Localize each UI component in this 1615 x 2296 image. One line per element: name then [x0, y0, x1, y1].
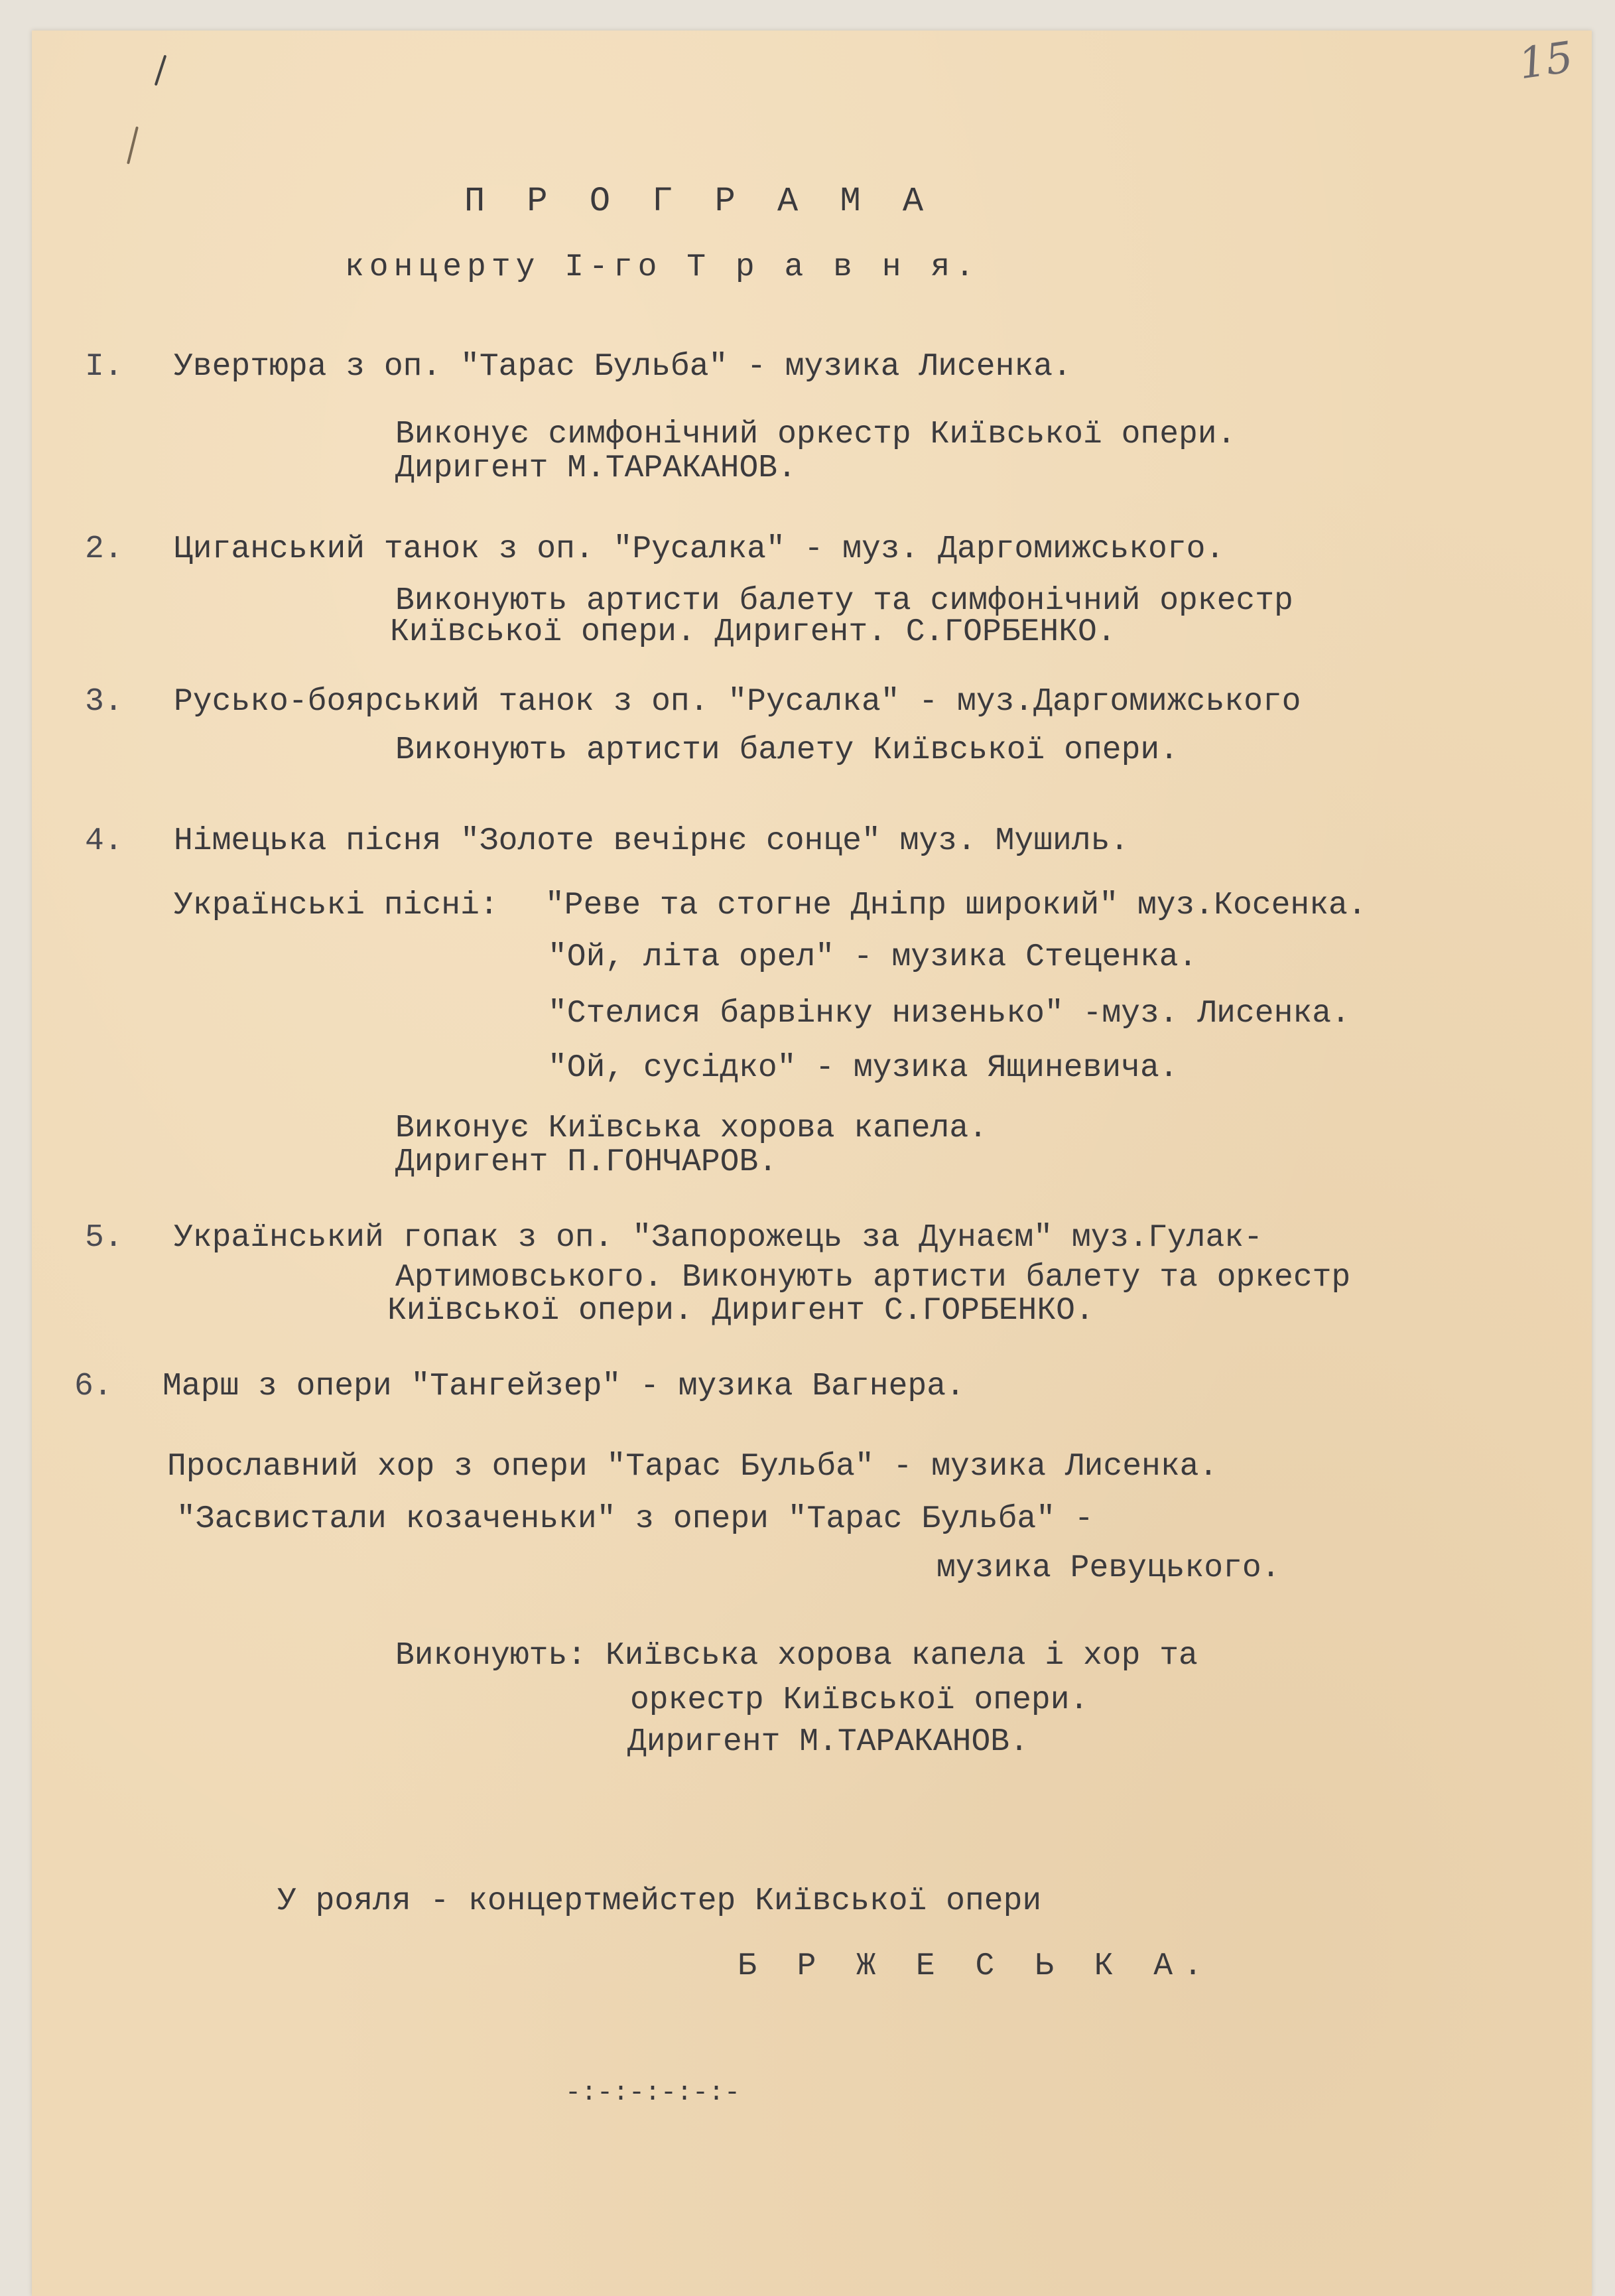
page-subtitle: концерту І-го Т р а в н я. [345, 249, 980, 285]
extra-line: "Засвистали козаченьки" з опери "Тарас Бульба" - [176, 1501, 1094, 1537]
item-title: Увертюра з оп. "Тарас Бульба" - музика Лисенка. [174, 349, 1072, 385]
song-line: "Ой, сусідко" - музика Ящиневича. [548, 1050, 1179, 1086]
item-title: Марш з опери "Тангейзер" - музика Вагнера. [162, 1369, 965, 1404]
extra-line: Прославний хор з опери "Тарас Бульба" - музика Лисенка. [167, 1449, 1218, 1485]
song-line: "Реве та стогне Дніпр широкий" муз.Косенка. [545, 888, 1367, 923]
item-performers: Диригент М.ТАРАКАНОВ. [395, 450, 797, 486]
item-performers: Виконує симфонічний оркестр Київської опери. [395, 417, 1236, 452]
item-performers: Виконують: Київська хорова капела і хор та [395, 1638, 1198, 1674]
item-performers: Київської опери. Диригент. С.ГОРБЕНКО. [390, 614, 1116, 650]
item-number: І. [85, 349, 123, 385]
item-number: 4. [85, 823, 123, 859]
item-title: Циганський танок з оп. "Русалка" - муз. Даргомижського. [174, 531, 1225, 567]
extra-line: музика Ревуцького. [937, 1550, 1281, 1586]
item-performers: Диригент П.ГОНЧАРОВ. [395, 1144, 778, 1180]
item-title: Німецька пісня "Золоте вечірнє сонце" муз. Мушиль. [174, 823, 1130, 859]
songs-label: Українські пісні: [174, 888, 499, 923]
item-performers: оркестр Київської опери. [630, 1682, 1089, 1718]
item-performers: Виконують артисти балету та симфонічний оркестр [395, 583, 1293, 619]
item-title: Русько-боярський танок з оп. "Русалка" - муз.Даргомижського [174, 684, 1301, 720]
song-line: "Ой, літа орел" - музика Стеценка. [548, 939, 1198, 975]
item-title: Український гопак з оп. "Запорожець за Дунаєм" муз.Гулак- [174, 1220, 1263, 1256]
piano-line: У рояля - концертмейстер Київської опери [277, 1883, 1042, 1919]
item-performers: Артимовського. Виконують артисти балету та оркестр [395, 1260, 1351, 1296]
end-mark: -:-:-:-:-:- [565, 2078, 741, 2108]
song-line: "Стелися барвінку низенько" -муз. Лисенка. [548, 996, 1350, 1032]
item-number: 3. [85, 684, 123, 720]
page-number: 15 [1516, 33, 1577, 90]
item-number: 6. [74, 1369, 113, 1404]
item-performers: Київської опери. Диригент С.ГОРБЕНКО. [387, 1293, 1094, 1329]
item-number: 2. [85, 531, 123, 567]
item-performers: Виконують артисти балету Київської опери. [395, 732, 1179, 768]
item-number: 5. [85, 1220, 123, 1256]
accompanist-name: Б Р Ж Е С Ь К А. [738, 1948, 1213, 1984]
item-performers: Диригент М.ТАРАКАНОВ. [627, 1724, 1029, 1760]
item-performers: Виконує Київська хорова капела. [395, 1111, 988, 1146]
page-title: П Р О Г Р А М А [464, 182, 935, 221]
